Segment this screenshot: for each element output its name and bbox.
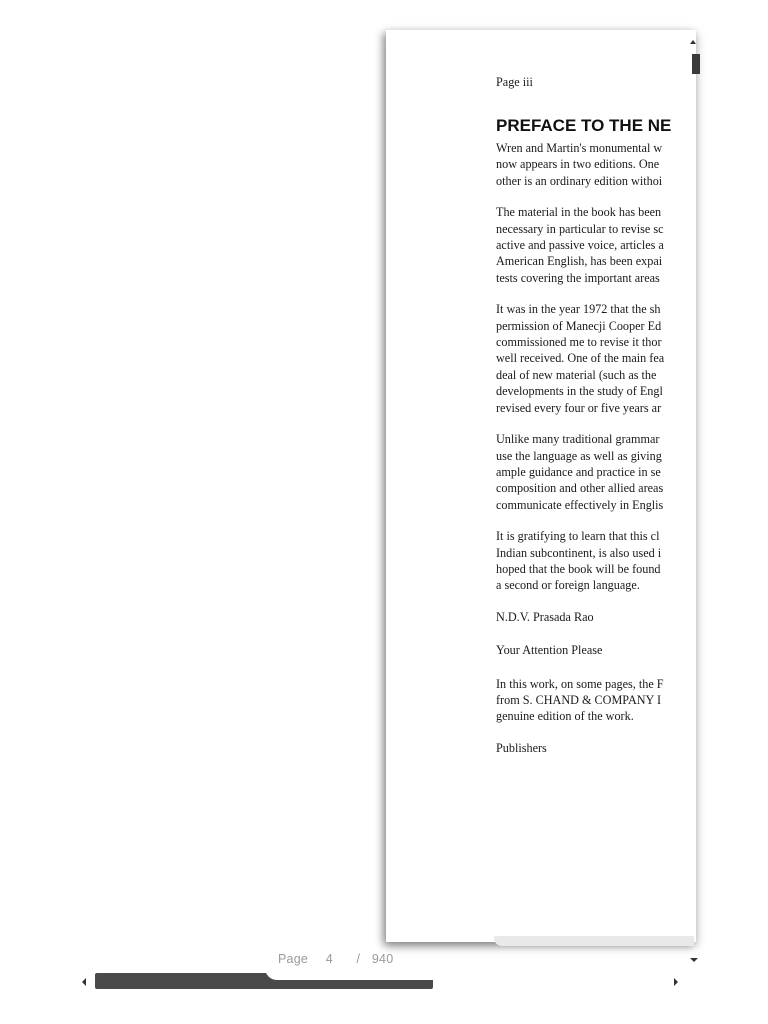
triangle-left-icon[interactable]: [82, 978, 86, 986]
page-text-content: [496, 74, 684, 794]
page-indicator: [278, 952, 393, 966]
text-line: hoped that the book will be found: [496, 561, 661, 576]
paragraph: [496, 528, 684, 594]
text-line: American English, has been expai: [496, 254, 663, 269]
total-pages: 940: [371, 952, 394, 966]
text-line: now appears in two editions. One: [496, 157, 660, 172]
paragraph: [496, 301, 684, 416]
attention-heading: Your Attention Please: [496, 643, 603, 658]
text-line: permission of Manecji Cooper Ed: [496, 318, 662, 333]
triangle-down-icon[interactable]: [690, 958, 698, 962]
text-line: composition and other allied areas: [496, 481, 664, 496]
triangle-up-icon[interactable]: [690, 40, 696, 44]
paragraph: [496, 204, 684, 286]
text-line: developments in the study of Engl: [496, 384, 663, 399]
text-line: well received. One of the main fea: [496, 351, 665, 366]
text-line: deal of new material (such as the: [496, 367, 657, 382]
text-line: revised every four or five years ar: [496, 400, 662, 415]
text-line: Unlike many traditional grammar: [496, 432, 660, 447]
text-line: Wren and Martin's monumental w: [496, 141, 663, 155]
paragraph: [496, 431, 684, 513]
preface-title: PREFACE TO THE NE: [496, 116, 672, 135]
text-line: The material in the book has been: [496, 205, 662, 220]
vertical-scrollbar-thumb[interactable]: [692, 54, 700, 74]
text-line: other is an ordinary edition withoi: [496, 173, 663, 188]
text-line: In this work, on some pages, the F: [496, 676, 664, 691]
text-line: use the language as well as giving: [496, 448, 662, 463]
text-line: genuine edition of the work.: [496, 709, 634, 724]
page-number-label: Page iii: [496, 75, 533, 89]
page-indicator-label: Page: [278, 952, 308, 966]
page-indicator-backdrop: [265, 964, 435, 980]
text-line: from S. CHAND & COMPANY I: [496, 692, 661, 707]
text-line: necessary in particular to revise sc: [496, 221, 664, 236]
current-page-number[interactable]: 4: [325, 952, 333, 966]
text-line: ample guidance and practice in se: [496, 464, 661, 479]
triangle-right-icon[interactable]: [674, 978, 678, 986]
attention-paragraph: [496, 676, 684, 725]
page-separator: /: [356, 952, 361, 966]
text-line: tests covering the important areas: [496, 270, 660, 285]
author-name: N.D.V. Prasada Rao: [496, 609, 594, 624]
text-line: active and passive voice, articles a: [496, 238, 664, 253]
paragraph: [496, 140, 684, 189]
text-line: It is gratifying to learn that this cl: [496, 529, 660, 544]
text-line: commissioned me to revise it thor: [496, 335, 662, 350]
page-bottom-edge: [494, 936, 694, 946]
publishers-label: Publishers: [496, 740, 547, 755]
text-line: a second or foreign language.: [496, 578, 640, 593]
text-line: Indian subcontinent, is also used i: [496, 545, 662, 560]
text-line: communicate effectively in Englis: [496, 497, 664, 512]
text-line: It was in the year 1972 that the sh: [496, 302, 661, 317]
